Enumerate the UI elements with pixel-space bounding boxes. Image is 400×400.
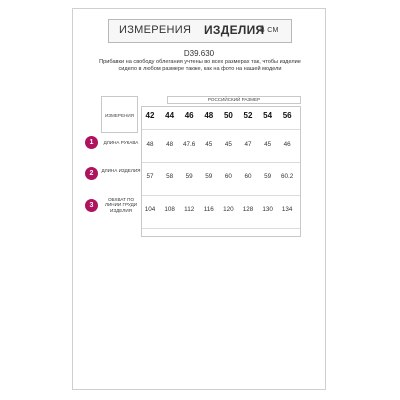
table-cell: 59 — [264, 173, 272, 180]
table-cell: 60 — [244, 173, 252, 180]
table-cell: 108 — [164, 206, 175, 213]
table-cell: 104 — [144, 206, 156, 213]
table-cell: 57 — [146, 173, 154, 180]
header-word-units: В СМ — [260, 27, 279, 34]
fit-note: Прибавки на свободу облегания учтены во всех размерах так, чтобы изделие сидело в любом размере также, как на фото на нашей модели — [99, 59, 301, 73]
row-number-badge: 2 — [85, 167, 98, 180]
size-header-50: 50 — [223, 111, 233, 120]
size-header-56: 56 — [282, 111, 292, 120]
table-cell: 45 — [205, 141, 213, 148]
row-name: ОБХВАТ ПО ЛИНИИ ГРУДИ ИЗДЕЛИЯ — [104, 197, 138, 213]
header-word-measurements: ИЗМЕРЕНИЯ — [119, 24, 192, 36]
size-table — [89, 96, 301, 237]
russian-size-header: РОССИЙСКИЙ РАЗМЕР — [167, 96, 301, 104]
grid-divider — [142, 129, 300, 130]
table-cell: 45 — [224, 141, 232, 148]
header-word-product: ИЗДЕЛИЯ — [204, 23, 265, 37]
table-cell: 46 — [283, 141, 291, 148]
article-number: D39.630 — [183, 49, 215, 58]
table-cell: 47.6 — [183, 141, 196, 148]
table-cell: 112 — [184, 206, 195, 213]
size-header-44: 44 — [165, 111, 175, 120]
table-cell: 59 — [185, 173, 193, 180]
table-cell: 47 — [244, 141, 252, 148]
table-cell: 60.2 — [281, 173, 294, 180]
header-banner — [108, 19, 292, 43]
table-cell: 58 — [166, 173, 174, 180]
size-header-46: 46 — [184, 111, 194, 120]
measurements-column-header: ИЗМЕРЕНИЯ — [101, 96, 138, 133]
table-cell: 134 — [281, 206, 293, 213]
grid-divider — [142, 162, 300, 163]
table-cell: 45 — [264, 141, 272, 148]
table-cell: 59 — [205, 173, 213, 180]
table-cell: 48 — [166, 141, 174, 148]
grid-divider — [142, 195, 300, 196]
row-name: ДЛИНА РУКАВА — [103, 140, 139, 145]
grid-divider — [142, 228, 300, 229]
table-cell: 48 — [146, 141, 154, 148]
size-header-54: 54 — [263, 111, 273, 120]
row-name: ДЛИНА ИЗДЕЛИЯ — [101, 168, 141, 173]
table-cell: 60 — [224, 173, 232, 180]
size-grid — [141, 106, 301, 237]
size-header-48: 48 — [204, 111, 214, 120]
table-cell: 116 — [203, 206, 214, 213]
table-cell: 128 — [242, 206, 254, 213]
size-header-52: 52 — [243, 111, 253, 120]
row-number-badge: 3 — [85, 199, 98, 212]
size-chart-sheet — [72, 8, 326, 390]
size-header-42: 42 — [145, 111, 155, 120]
table-cell: 120 — [223, 206, 234, 213]
table-cell: 130 — [262, 206, 273, 213]
row-number-badge: 1 — [85, 136, 98, 149]
